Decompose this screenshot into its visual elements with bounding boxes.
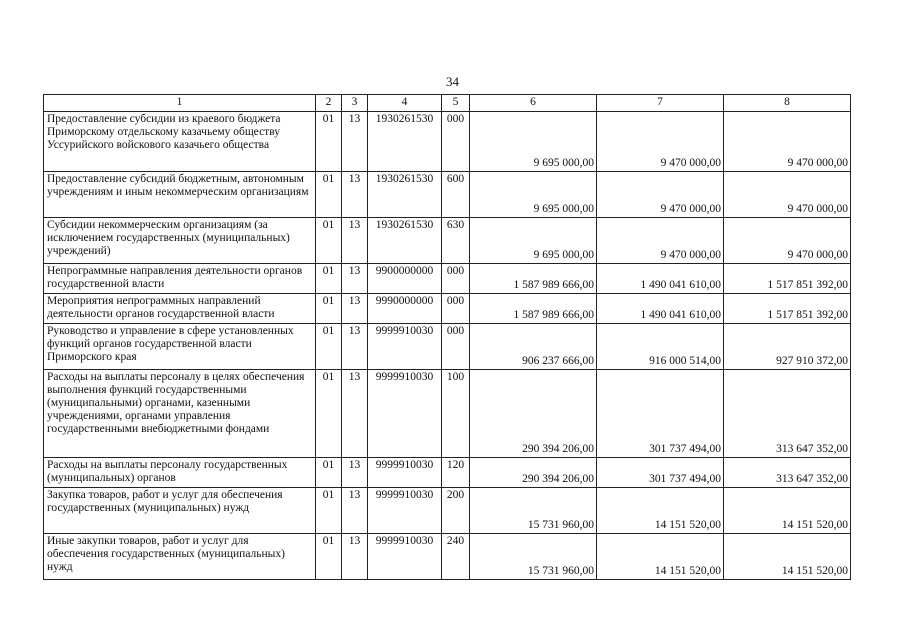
table-row (44, 218, 851, 264)
header-cell-8: 8 (724, 95, 851, 112)
expense-type-code: 600 (442, 172, 470, 218)
section-code: 01 (316, 172, 342, 218)
amount-col7: 1 490 041 610,00 (597, 264, 724, 294)
table-row (44, 264, 851, 294)
subsection-code: 13 (342, 488, 368, 534)
table-row (44, 370, 851, 458)
amount-col8: 313 647 352,00 (724, 458, 851, 488)
header-cell-1: 1 (44, 95, 316, 112)
expense-type-code: 240 (442, 534, 470, 580)
row-description: Непрограммные направления деятельности органов государственной власти (44, 264, 316, 294)
table-row (44, 488, 851, 534)
amount-col6: 906 237 666,00 (470, 324, 597, 370)
row-description: Иные закупки товаров, работ и услуг для обеспечения государственных (муниципальных) нужд (44, 534, 316, 580)
amount-col7: 1 490 041 610,00 (597, 294, 724, 324)
section-code: 01 (316, 534, 342, 580)
amount-col8: 927 910 372,00 (724, 324, 851, 370)
target-article-code: 9990000000 (368, 294, 442, 324)
amount-col6: 15 731 960,00 (470, 488, 597, 534)
amount-col6: 1 587 989 666,00 (470, 294, 597, 324)
amount-col7: 9 470 000,00 (597, 172, 724, 218)
subsection-code: 13 (342, 172, 368, 218)
table-row (44, 458, 851, 488)
target-article-code: 9999910030 (368, 324, 442, 370)
expense-type-code: 000 (442, 324, 470, 370)
section-code: 01 (316, 218, 342, 264)
expense-type-code: 630 (442, 218, 470, 264)
expense-type-code: 000 (442, 264, 470, 294)
amount-col8: 9 470 000,00 (724, 112, 851, 172)
section-code: 01 (316, 324, 342, 370)
amount-col7: 9 470 000,00 (597, 112, 724, 172)
amount-col7: 14 151 520,00 (597, 534, 724, 580)
header-row (44, 95, 851, 112)
amount-col8: 1 517 851 392,00 (724, 294, 851, 324)
amount-col7: 14 151 520,00 (597, 488, 724, 534)
section-code: 01 (316, 488, 342, 534)
row-description: Мероприятия непрограммных направлений деятельности органов государственной власти (44, 294, 316, 324)
amount-col8: 1 517 851 392,00 (724, 264, 851, 294)
amount-col7: 301 737 494,00 (597, 458, 724, 488)
page-number: 34 (446, 74, 459, 89)
header-cell-4: 4 (368, 95, 442, 112)
header-cell-3: 3 (342, 95, 368, 112)
target-article-code: 9999910030 (368, 370, 442, 458)
expense-type-code: 000 (442, 294, 470, 324)
subsection-code: 13 (342, 264, 368, 294)
row-description: Предоставление субсидий бюджетным, автономным учреждениям и иным некоммерческим организациям (44, 172, 316, 218)
table-row (44, 324, 851, 370)
amount-col6: 9 695 000,00 (470, 112, 597, 172)
subsection-code: 13 (342, 324, 368, 370)
subsection-code: 13 (342, 294, 368, 324)
subsection-code: 13 (342, 458, 368, 488)
target-article-code: 9900000000 (368, 264, 442, 294)
amount-col6: 290 394 206,00 (470, 370, 597, 458)
expense-type-code: 000 (442, 112, 470, 172)
row-description: Предоставление субсидии из краевого бюджета Приморскому отдельскому казачьему обществу Уссурийского войскового казачьего общества (44, 112, 316, 172)
amount-col7: 9 470 000,00 (597, 218, 724, 264)
table-row (44, 294, 851, 324)
target-article-code: 1930261530 (368, 172, 442, 218)
amount-col8: 313 647 352,00 (724, 370, 851, 458)
header-cell-7: 7 (597, 95, 724, 112)
expense-type-code: 120 (442, 458, 470, 488)
expense-type-code: 100 (442, 370, 470, 458)
amount-col6: 9 695 000,00 (470, 172, 597, 218)
amount-col8: 9 470 000,00 (724, 172, 851, 218)
target-article-code: 9999910030 (368, 534, 442, 580)
subsection-code: 13 (342, 534, 368, 580)
section-code: 01 (316, 112, 342, 172)
row-description: Руководство и управление в сфере установленных функций органов государственной власти Приморского края (44, 324, 316, 370)
section-code: 01 (316, 294, 342, 324)
header-cell-2: 2 (316, 95, 342, 112)
table-row (44, 534, 851, 580)
row-description: Расходы на выплаты персоналу государственных (муниципальных) органов (44, 458, 316, 488)
row-description: Закупка товаров, работ и услуг для обеспечения государственных (муниципальных) нужд (44, 488, 316, 534)
section-code: 01 (316, 264, 342, 294)
table-body (44, 95, 851, 580)
header-cell-5: 5 (442, 95, 470, 112)
amount-col6: 290 394 206,00 (470, 458, 597, 488)
section-code: 01 (316, 370, 342, 458)
section-code: 01 (316, 458, 342, 488)
amount-col8: 14 151 520,00 (724, 488, 851, 534)
row-description: Субсидии некоммерческим организациям (за исключением государственных (муниципальных) учреждений) (44, 218, 316, 264)
table-row (44, 172, 851, 218)
amount-col7: 301 737 494,00 (597, 370, 724, 458)
table-row (44, 112, 851, 172)
expense-type-code: 200 (442, 488, 470, 534)
amount-col8: 14 151 520,00 (724, 534, 851, 580)
target-article-code: 9999910030 (368, 458, 442, 488)
row-description: Расходы на выплаты персоналу в целях обеспечения выполнения функций государственными (муниципальными) органами, казенными учреждениями, органами управления государственными внебюджетными фондами (44, 370, 316, 458)
target-article-code: 1930261530 (368, 218, 442, 264)
target-article-code: 9999910030 (368, 488, 442, 534)
subsection-code: 13 (342, 112, 368, 172)
subsection-code: 13 (342, 370, 368, 458)
budget-table (43, 94, 851, 580)
amount-col6: 1 587 989 666,00 (470, 264, 597, 294)
amount-col6: 15 731 960,00 (470, 534, 597, 580)
target-article-code: 1930261530 (368, 112, 442, 172)
header-cell-6: 6 (470, 95, 597, 112)
amount-col6: 9 695 000,00 (470, 218, 597, 264)
amount-col8: 9 470 000,00 (724, 218, 851, 264)
subsection-code: 13 (342, 218, 368, 264)
amount-col7: 916 000 514,00 (597, 324, 724, 370)
